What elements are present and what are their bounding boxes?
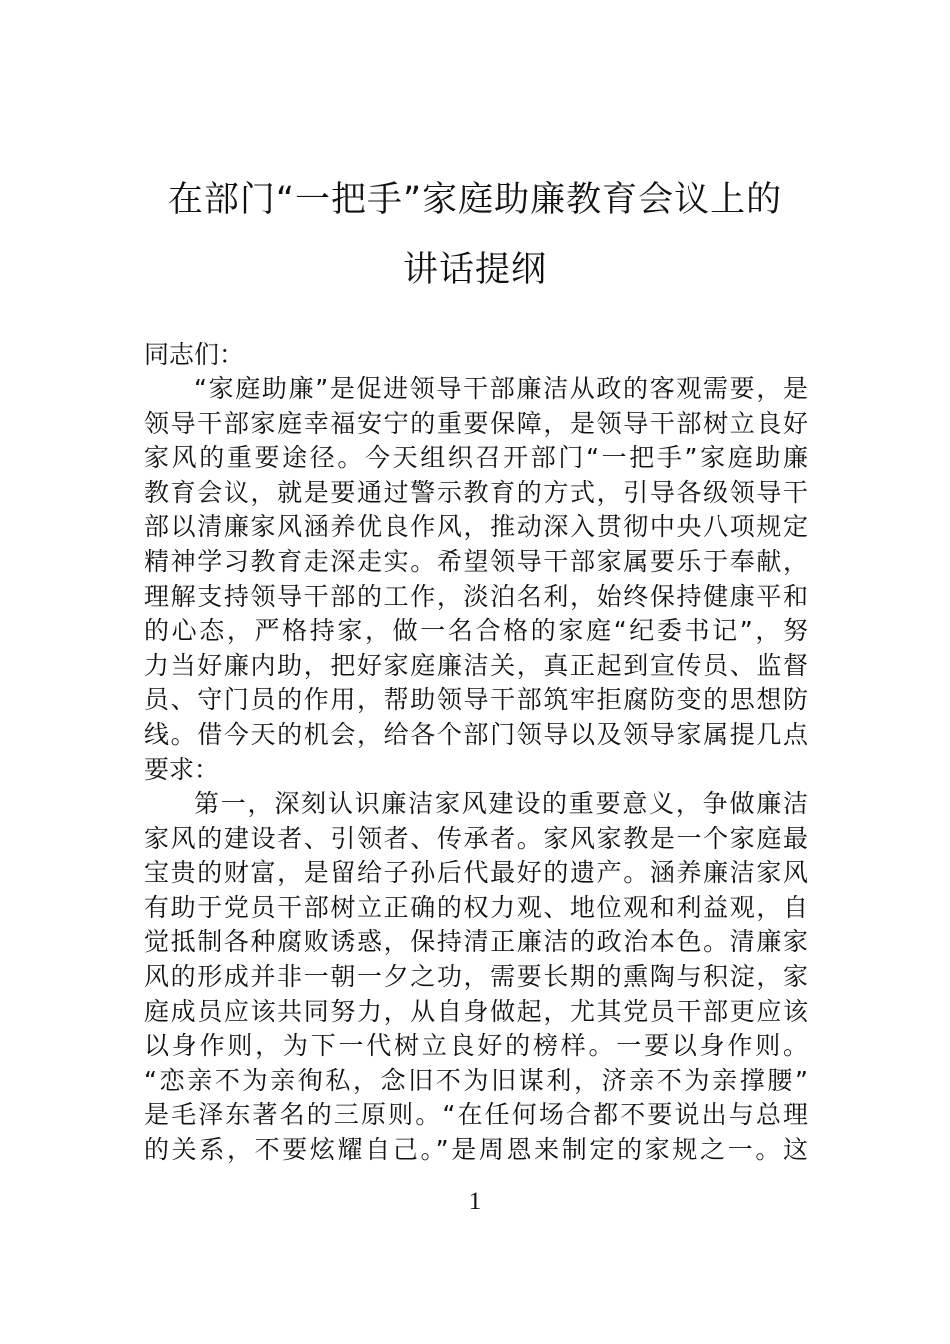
- paragraph-line: “恋亲不为亲徇私，念旧不为旧谋利，济亲不为亲撑腰”: [144, 1065, 808, 1095]
- paragraph-line: 以身作则，为下一代树立良好的榜样。一要以身作则。: [144, 1031, 808, 1061]
- paragraph-line: 领导干部家庭幸福安宁的重要保障，是领导干部树立良好: [144, 408, 808, 438]
- paragraph-line: 第一，深刻认识廉洁家风建设的重要意义，争做廉洁: [194, 789, 808, 818]
- paragraph-line: 庭成员应该共同努力，从自身做起，尤其党员干部更应该: [144, 996, 808, 1026]
- paragraph-line: “家庭助廉”是促进领导干部廉洁从政的客观需要，是: [194, 374, 808, 403]
- document-title-line-1: 在部门“一把手”家庭助廉教育会议上的: [167, 180, 783, 220]
- document-title-line-2: 讲话提纲: [402, 250, 547, 290]
- paragraph-line: 的关系，不要炫耀自己。”是周恩来制定的家规之一。这: [144, 1134, 808, 1164]
- paragraph-line: 教育会议，就是要通过警示教育的方式，引导各级领导干: [144, 477, 808, 507]
- paragraph-intro: [144, 372, 808, 787]
- paragraph-line: 力当好廉内助，把好家庭廉洁关，真正起到宣传员、监督: [144, 650, 808, 680]
- paragraph-line: 是毛泽东著名的三原则。“在任何场合都不要说出与总理: [144, 1100, 808, 1130]
- greeting: 同志们：: [144, 340, 245, 369]
- paragraph-line: 家风的重要途径。今天组织召开部门“一把手”家庭助廉: [144, 443, 808, 473]
- paragraph-line: 有助于党员干部树立正确的权力观、地位观和利益观，自: [144, 892, 808, 922]
- page-number: 1: [468, 1188, 482, 1215]
- paragraph-line: 的心态，严格持家，做一名合格的家庭“纪委书记”，努: [144, 616, 808, 646]
- paragraph-line: 线。借今天的机会，给各个部门领导以及领导家属提几点: [144, 719, 808, 749]
- paragraph-line: 理解支持领导干部的工作，淡泊名利，始终保持健康平和: [144, 581, 808, 611]
- paragraph-line: 觉抵制各种腐败诱惑，保持清正廉洁的政治本色。清廉家: [144, 927, 808, 957]
- paragraph-line: 宝贵的财富，是留给子孙后代最好的遗产。涵养廉洁家风: [144, 858, 808, 888]
- paragraph-line: 要求：: [144, 754, 220, 784]
- paragraph-line: 风的形成并非一朝一夕之功，需要长期的熏陶与积淀，家: [144, 961, 808, 991]
- paragraph-line: 家风的建设者、引领者、传承者。家风家教是一个家庭最: [144, 823, 808, 853]
- paragraph-first-point: [144, 787, 808, 1168]
- paragraph-line: 员、守门员的作用，帮助领导干部筑牢拒腐防变的思想防: [144, 685, 808, 715]
- paragraph-line: 部以清廉家风涵养优良作风，推动深入贯彻中央八项规定: [144, 512, 808, 542]
- paragraph-line: 精神学习教育走深走实。希望领导干部家属要乐于奉献，: [144, 546, 808, 576]
